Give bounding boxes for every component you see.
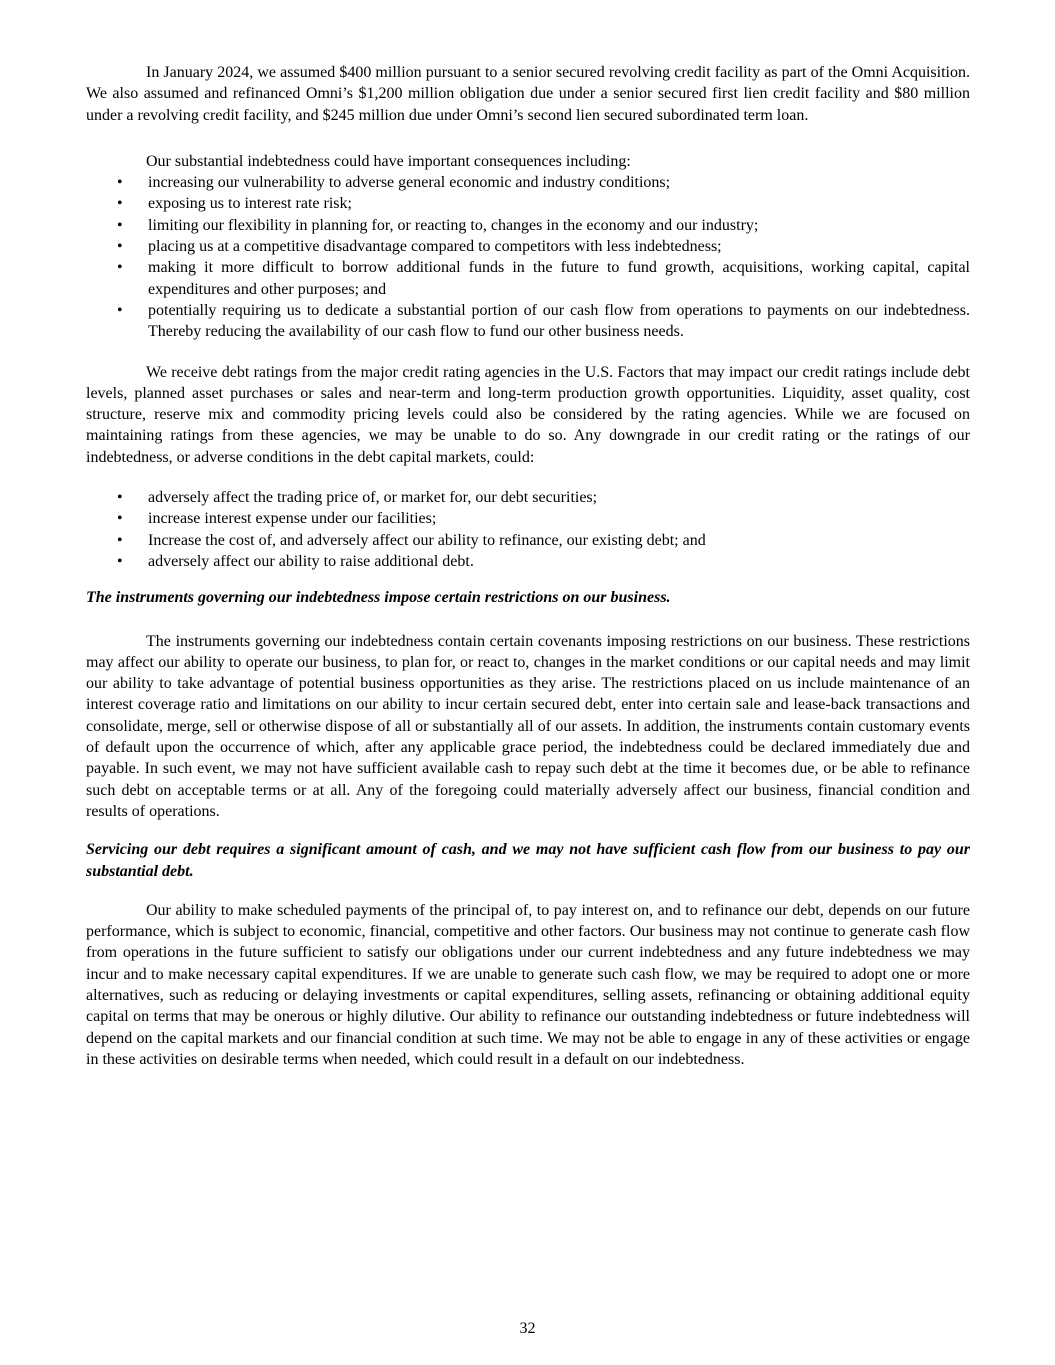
list-item <box>86 193 970 214</box>
bullet-icon: • <box>117 259 123 277</box>
list-item-text: limiting our flexibility in planning for, or reacting to, changes in the economy and our industry; <box>148 216 759 234</box>
list-item-text: adversely affect our ability to raise additional debt. <box>148 552 474 570</box>
list-item <box>86 300 970 343</box>
paragraph-covenants: The instruments governing our indebtedness contain certain covenants imposing restrictions on our business. These restrictions may affect our ability to operate our business, to plan for, or react to, changes in the market conditions or our capital needs and may limit our ability to take advantage of potential business opportunities as they arise. The restrictions placed on us include maintenance of an interest coverage ratio and limitations on our ability to incur certain secured debt, enter into certain sale and lease-back transactions and consolidate, merge, sell or otherwise dispose of all or substantially all of our assets. In addition, the instruments contain customary events of default upon the occurrence of which, after any applicable grace period, the indebtedness could be declared immediately due and payable. In such event, we may not have sufficient available cash to repay such debt at the time it becomes due, or be able to refinance such debt on acceptable terms or at all. Any of the foregoing could materially adversely affect our business, financial condition and results of operations. <box>86 632 970 820</box>
page-content <box>86 62 970 1070</box>
list-item-text: placing us at a competitive disadvantage compared to competitors with less indebtedness; <box>148 238 722 256</box>
bullet-icon: • <box>117 174 123 192</box>
list-item <box>86 508 970 529</box>
downgrade-effects-bullet-list <box>86 487 970 572</box>
bullet-icon: • <box>117 216 123 234</box>
list-item-text: adversely affect the trading price of, or market for, our debt securities; <box>148 489 598 507</box>
page-number: 32 <box>519 1320 536 1337</box>
list-item <box>86 257 970 300</box>
list-intro-consequences: Our substantial indebtedness could have important consequences including: <box>146 152 631 170</box>
list-item-text: potentially requiring us to dedicate a substantial portion of our cash flow from operations to payments on our indebtedness. Thereby reducing the availability of our cash flow to fund our other business needs. <box>148 301 970 341</box>
list-item <box>86 215 970 236</box>
list-item-text: making it more difficult to borrow additional funds in the future to fund growth, acquisitions, working capital, capital expenditures and other purposes; and <box>148 259 970 298</box>
bullet-icon: • <box>117 510 123 528</box>
list-item <box>86 172 970 193</box>
list-item-text: increase interest expense under our facilities; <box>148 510 437 528</box>
bullet-icon: • <box>117 195 123 213</box>
paragraph-debt-ratings: We receive debt ratings from the major credit rating agencies in the U.S. Factors that may impact our credit ratings include debt levels, planned asset purchases or sales and near-term and long-term production growth opportunities. Liquidity, asset quality, cost structure, reserve mix and commodity pricing levels could also be considered by the rating agencies. While we are focused on maintaining ratings from these agencies, we may be unable to do so. Any downgrade in our credit rating or the ratings of our indebtedness, or adverse conditions in the debt capital markets, could: <box>86 363 970 466</box>
bullet-icon: • <box>117 489 123 507</box>
list-item <box>86 487 970 508</box>
heading-servicing-debt: Servicing our debt requires a significant amount of cash, and we may not have sufficient cash flow from our business to pay our substantial debt. <box>86 841 970 880</box>
list-item <box>86 236 970 257</box>
heading-instruments-restrictions: The instruments governing our indebtedness impose certain restrictions on our business. <box>86 589 671 607</box>
bullet-icon: • <box>117 238 123 256</box>
list-item <box>86 551 970 572</box>
bullet-icon: • <box>117 301 123 319</box>
paragraph-omni-credit-facility: In January 2024, we assumed $400 million pursuant to a senior secured revolving credit facility as part of the Omni Acquisition. We also assumed and refinanced Omni’s $1,200 million obligation due under a senior secured first lien credit facility and $80 million under a revolving credit facility, and $245 million due under Omni’s second lien secured subordinated term loan. <box>86 64 970 124</box>
list-item-text: Increase the cost of, and adversely affect our ability to refinance, our existing debt; and <box>148 531 706 549</box>
paragraph-scheduled-payments: Our ability to make scheduled payments of the principal of, to pay interest on, and to refinance our debt, depends on our future performance, which is subject to economic, financial, competitive and other factors. Our business may not continue to generate cash flow from operations in the future sufficient to satisfy our obligations under our current indebtedness and any future indebtedness we may incur and to make necessary capital expenditures. If we are unable to generate such cash flow, we may be required to adopt one or more alternatives, such as reducing or delaying investments or capital expenditures, selling assets, refinancing or obtaining additional equity capital on terms that may be onerous or highly dilutive. Our ability to refinance our outstanding indebtedness or future indebtedness will depend on the capital markets and our financial condition at such time. We may not be able to engage in any of these activities or engage in these activities on desirable terms when needed, which could result in a default on our indebtedness. <box>86 901 970 1068</box>
bullet-icon: • <box>117 552 123 570</box>
list-item-text: exposing us to interest rate risk; <box>148 195 352 213</box>
bullet-icon: • <box>117 531 123 549</box>
list-item <box>86 530 970 551</box>
consequences-bullet-list <box>86 172 970 342</box>
list-item-text: increasing our vulnerability to adverse general economic and industry conditions; <box>148 174 671 192</box>
